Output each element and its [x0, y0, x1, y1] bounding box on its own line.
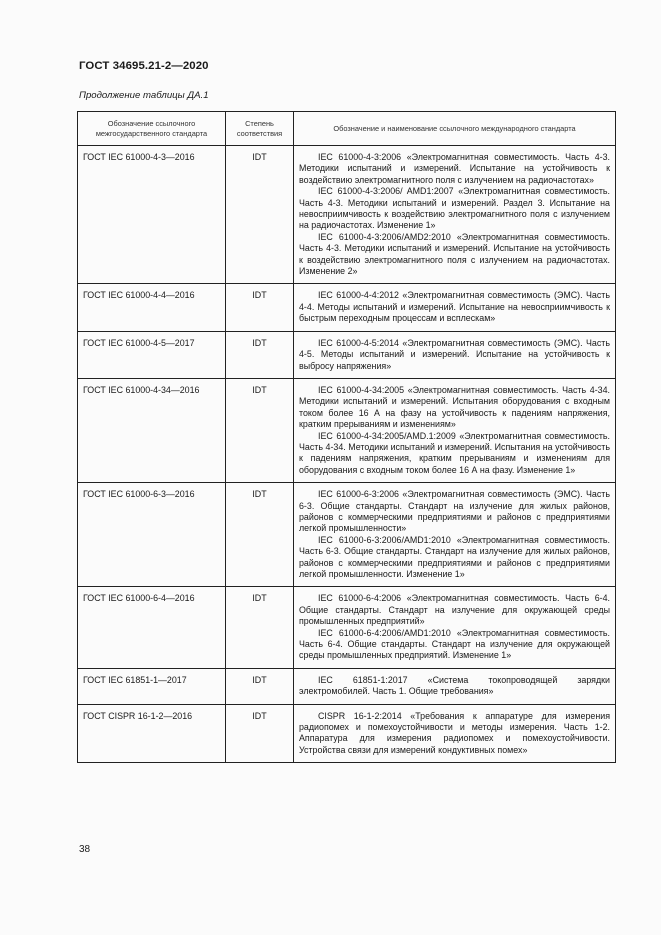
- cell-interstate-standard: ГОСТ IEC 61000-6-4—2016: [78, 587, 226, 668]
- table-header-row: [78, 112, 616, 146]
- cell-international-standard: [294, 284, 616, 331]
- cell-conformity-degree: IDT: [226, 587, 294, 668]
- cell-interstate-standard: ГОСТ IEC 61000-4-5—2017: [78, 331, 226, 378]
- document-title: ГОСТ 34695.21-2—2020: [79, 60, 209, 72]
- cell-interstate-standard: ГОСТ IEC 61000-4-3—2016: [78, 146, 226, 284]
- cell-conformity-degree: IDT: [226, 378, 294, 482]
- cell-interstate-standard: ГОСТ IEC 61000-6-3—2016: [78, 483, 226, 587]
- page-number: 38: [79, 844, 91, 855]
- standard-description-paragraph: IEC 61000-4-5:2014 «Электромагнитная совместимость (ЭМС). Часть 4-5. Методы испытаний и измерений. Испытание на устойчивость к выбросу напряжения»: [299, 337, 610, 371]
- table-row: [78, 483, 616, 587]
- standard-description-paragraph: IEC 61000-4-4:2012 «Электромагнитная совместимость (ЭМС). Часть 4-4. Методы испытаний и измерений. Испытание на невосприимчивость к быстрым переходным процессам и всплескам»: [299, 290, 610, 324]
- table-row: [78, 378, 616, 482]
- standard-description-paragraph: CISPR 16-1-2:2014 «Требования к аппаратуре для измерения радиопомех и помехоустойчивости и методы измерения. Часть 1-2. Аппаратура для измерения радиопомех и помехоустойчивости. Устройства связи для измерений кондуктивных помех»: [299, 710, 610, 755]
- cell-international-standard: [294, 587, 616, 668]
- cell-conformity-degree: IDT: [226, 284, 294, 331]
- cell-interstate-standard: ГОСТ IEC 61851-1—2017: [78, 668, 226, 704]
- table-row: [78, 331, 616, 378]
- table-row: [78, 704, 616, 763]
- table-row: [78, 284, 616, 331]
- cell-international-standard: [294, 378, 616, 482]
- cell-conformity-degree: IDT: [226, 331, 294, 378]
- table-body: [78, 146, 616, 763]
- standard-description-paragraph: IEC 61000-4-3:2006 «Электромагнитная совместимость. Часть 4-3. Методики испытаний и измерений. Испытание на устойчивость к воздействию электромагнитного поля с излучением на радиочастотах»: [299, 152, 610, 185]
- table-caption: Продолжение таблицы ДА.1: [79, 90, 209, 101]
- cell-conformity-degree: IDT: [226, 668, 294, 704]
- cell-international-standard: [294, 146, 616, 284]
- table-row: [78, 146, 616, 284]
- standard-description-paragraph: IEC 61851-1:2017 «Система токопроводящей зарядки электромобилей. Часть 1. Общие требования»: [299, 674, 610, 697]
- cell-conformity-degree: IDT: [226, 146, 294, 284]
- cell-interstate-standard: ГОСТ IEC 61000-4-34—2016: [78, 378, 226, 482]
- standards-table: [77, 111, 616, 763]
- cell-international-standard: [294, 668, 616, 704]
- cell-international-standard: [294, 704, 616, 763]
- cell-interstate-standard: ГОСТ CISPR 16-1-2—2016: [78, 704, 226, 763]
- standard-description-paragraph: IEC 61000-6-4:2006 «Электромагнитная совместимость. Часть 6-4. Общие стандарты. Стандарт на излучение для окружающей среды промышленных предприятий»: [299, 593, 610, 627]
- standard-description-paragraph: IEC 61000-6-3:2006 «Электромагнитная совместимость (ЭМС). Часть 6-3. Общие стандарты. Стандарт на излучение для жилых районов, районов с коммерческими предприятиями и районов с предприятиями легкой промышленности»: [299, 489, 610, 534]
- cell-conformity-degree: IDT: [226, 704, 294, 763]
- table-row: [78, 587, 616, 668]
- standard-description-paragraph: IEC 61000-6-3:2006/AMD1:2010 «Электромагнитная совместимость. Часть 6-3. Общие стандарты. Стандарт на излучение для жилых районов, районов с коммерческими предприятиями и районов с предприятиями легкой промышленности. Изменение 1»: [299, 534, 610, 579]
- cell-interstate-standard: ГОСТ IEC 61000-4-4—2016: [78, 284, 226, 331]
- standard-description-paragraph: IEC 61000-6-4:2006/AMD1:2010 «Электромагнитная совместимость. Часть 6-4. Общие стандарты. Стандарт на излучение для окружающей среды промышленных предприятий. Изменение 1»: [299, 627, 610, 661]
- header-international-standard: Обозначение и наименование ссылочного международного стандарта: [294, 112, 616, 146]
- cell-international-standard: [294, 483, 616, 587]
- table-row: [78, 668, 616, 704]
- standard-description-paragraph: IEC 61000-4-3:2006/AMD2:2010 «Электромагнитная совместимость. Часть 4-3. Методики испытаний и измерений. Испытание на устойчивость к воздействию электромагнитного поля с излучением на радиочастотах. Изменение 2»: [299, 231, 610, 277]
- header-conformity-degree: Степень соответствия: [226, 112, 294, 146]
- header-interstate-standard: Обозначение ссылочного межгосударственного стандарта: [78, 112, 226, 146]
- standard-description-paragraph: IEC 61000-4-34:2005/AMD.1:2009 «Электромагнитная совместимость. Часть 4-34. Методики испытаний и измерений. Испытания на устойчивость к падениям напряжения, кратким прерываниям и изменениям для оборудования с входным током более 16 А на фазу. Изменение 1»: [299, 430, 610, 475]
- standard-description-paragraph: IEC 61000-4-3:2006/ AMD1:2007 «Электромагнитная совместимость. Часть 4-3. Методики испытаний и измерений. Раздел 3. Испытание на невосприимчивость к воздействию электромагнитного поля с излучением на радиочастотах. Изменение 1»: [299, 186, 610, 231]
- cell-international-standard: [294, 331, 616, 378]
- standard-description-paragraph: IEC 61000-4-34:2005 «Электромагнитная совместимость. Часть 4-34. Методики испытаний и измерений. Испытания оборудования с входным током более 16 А на фазу на устойчивость к падениям напряжения, кратким прерываниям и изменениям»: [299, 384, 610, 430]
- cell-conformity-degree: IDT: [226, 483, 294, 587]
